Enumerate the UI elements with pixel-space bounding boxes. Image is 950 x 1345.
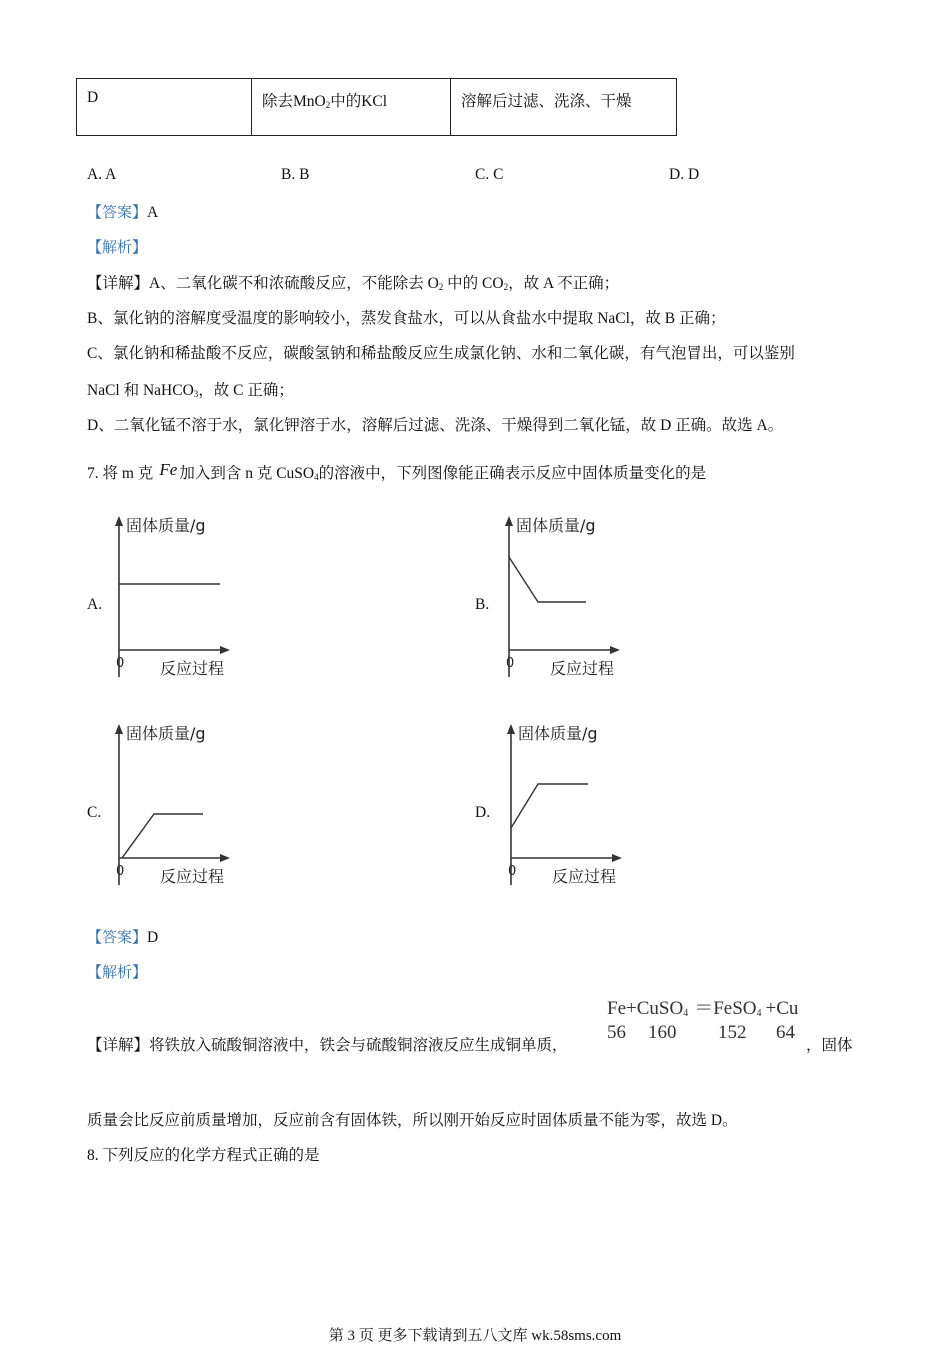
answer-label: 【答案】 [87, 203, 148, 221]
curve [511, 784, 588, 828]
y-arrow [115, 724, 123, 734]
graph-c [108, 720, 248, 890]
x-axis-label: 反应过程 [550, 659, 615, 678]
answer-label: 【答案】 [87, 928, 148, 946]
graph-a-label: A. [87, 596, 103, 613]
q7-analysis-label: 【解析】 [87, 963, 148, 981]
y-axis-label: 固体质量/g [516, 516, 596, 535]
page-footer: 第 3 页 更多下载请到五八文库 wk.58sms.com [328, 1328, 622, 1344]
graph-a [108, 512, 248, 682]
table-row [77, 79, 677, 136]
q6-answer [87, 201, 158, 222]
q6-detail-line1: 【详解】A、二氧化碳不和浓硫酸反应，不能除去 $O_2$ 中的 $CO_2$，故 A 不正确； [87, 275, 620, 292]
table-cell-label: D [77, 79, 252, 136]
y-arrow [507, 724, 515, 734]
q6-detail-line3: C、氯化钠和稀盐酸不反应，碳酸氢钠和稀盐酸反应生成氯化钠、水和二氧化碳，有气泡冒出，可以鉴别 [87, 345, 795, 362]
x-arrow [220, 646, 230, 654]
curve [122, 814, 203, 858]
q8-stem: 8. 下列反应的化学方程式正确的是 [87, 1147, 320, 1164]
x-axis-label: 反应过程 [160, 659, 225, 678]
y-axis-label: 固体质量/g [126, 724, 206, 743]
q6-detail-line5: D、二氧化锰不溶于水，氯化钾溶于水，溶解后过滤、洗涤、干燥得到二氧化锰，故 D 正确。故选 A。 [87, 417, 784, 434]
q7-answer [87, 926, 158, 947]
origin-label: 0 [116, 656, 125, 671]
q6-detail-line2: B、氯化钠的溶解度受温度的影响较小，蒸发食盐水，可以从食盐水中提取 NaCl，故 B 正确； [87, 310, 726, 327]
x-axis-label: 反应过程 [552, 867, 617, 886]
equation-masses: 56 160 152 64 [607, 1022, 795, 1043]
graph-b-label: B. [475, 596, 490, 613]
origin-label: 0 [508, 864, 517, 879]
table-cell-method: 溶解后过滤、洗涤、干燥 [451, 79, 677, 136]
x-arrow [610, 646, 620, 654]
equation-formula: Fe+CuSO$_4$ ＝FeSO$_4$ +Cu [607, 998, 799, 1019]
graph-d-label: D. [475, 804, 491, 821]
choice-a: A. A [87, 166, 117, 183]
answer-value: D [147, 929, 159, 946]
choice-b: B. B [281, 166, 310, 183]
graph-d [500, 720, 640, 890]
x-axis-label: 反应过程 [160, 867, 225, 886]
detail-label: 【详解】 [87, 275, 150, 292]
y-axis-label: 固体质量/g [518, 724, 598, 743]
q6-detail-line4: NaCl 和 NaHCO$_3$，故 C 正确； [87, 382, 294, 399]
q7-detail-line1: 【详解】将铁放入硫酸铜溶液中，铁会与硫酸铜溶液反应生成铜单质， [87, 1037, 568, 1054]
choice-d: D. D [669, 166, 700, 183]
q6-analysis-label: 【解析】 [87, 238, 148, 256]
detail-label: 【详解】 [87, 1037, 150, 1054]
choice-c: C. C [475, 166, 504, 183]
curve [509, 557, 586, 602]
x-arrow [612, 854, 622, 862]
q7-detail-tail: ，固体 [806, 1037, 853, 1054]
y-axis-label: 固体质量/g [126, 516, 206, 535]
y-arrow [115, 516, 123, 526]
q7-stem: 7. 将 m 克 Fe 加入到含 n 克 CuSO$_4$的溶液中，下列图像能正确表示反应中固体质量变化的是 [87, 460, 707, 482]
x-arrow [220, 854, 230, 862]
graph-b [498, 512, 638, 682]
graph-c-label: C. [87, 804, 102, 821]
origin-label: 0 [506, 656, 515, 671]
q7-detail-line2: 质量会比反应前质量增加，反应前含有固体铁，所以刚开始反应时固体质量不能为零，故选 D。 [87, 1112, 738, 1129]
fe-symbol: Fe [159, 460, 178, 479]
options-table [76, 78, 677, 136]
table-cell-purpose: 除去MnO$_2$中的KCl [252, 79, 451, 136]
answer-value: A [147, 204, 159, 221]
y-arrow [505, 516, 513, 526]
origin-label: 0 [116, 864, 125, 879]
